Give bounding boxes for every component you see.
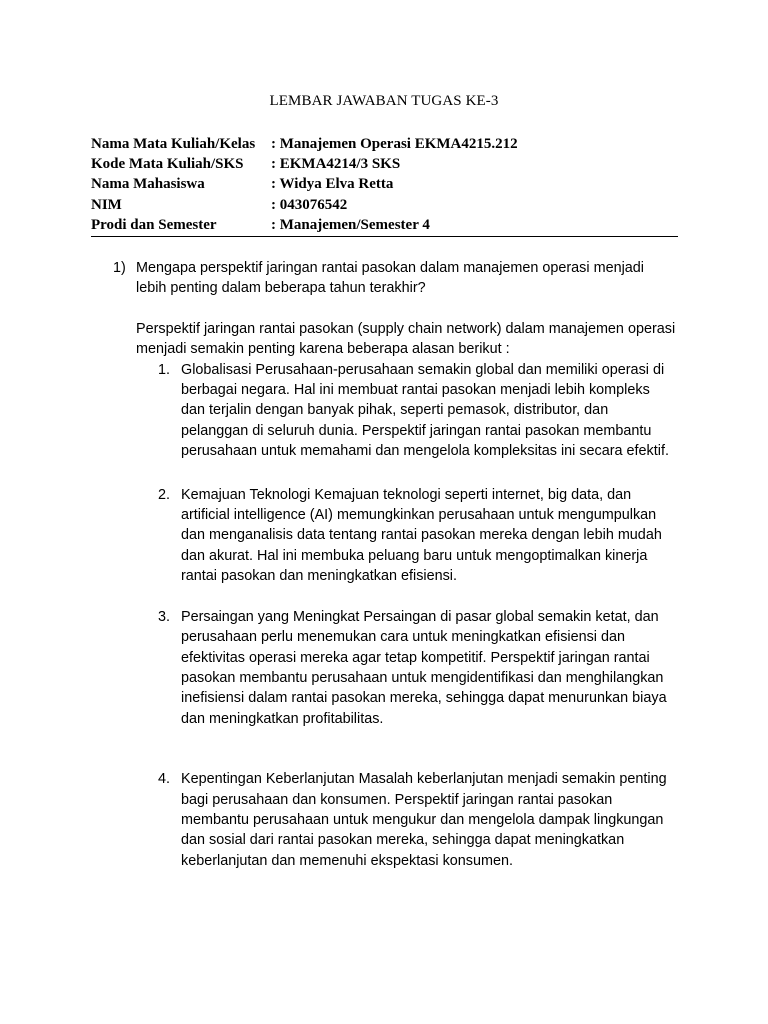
info-row-nim (91, 195, 678, 215)
question-number: 1) (113, 260, 126, 276)
answer-intro: Perspektif jaringan rantai pasokan (supply chain network) dalam manajemen operasi menjadi semakin penting karena beberapa alasan berikut : (136, 320, 676, 358)
answer-content (0, 258, 768, 871)
info-row-course-name (91, 134, 678, 154)
list-item-number: 3. (158, 608, 171, 625)
info-label: Nama Mata Kuliah/Kelas (91, 136, 256, 152)
list-item-number: 2. (158, 486, 171, 503)
student-info-table (91, 134, 678, 237)
document-title: LEMBAR JAWABAN TUGAS KE-3 (269, 93, 499, 109)
list-item (0, 360, 676, 462)
list-item-number: 4. (158, 771, 171, 788)
list-item-text: Kemajuan Teknologi Kemajuan teknologi seperti internet, big data, dan artificial intelligence (AI) memungkinkan perusahaan untuk mengumpulkan dan menganalisis data tentang rantai pasokan mereka dengan lebih mudah dan akurat. Hal ini membuka peluang baru untuk mengoptimalkan kinerja rantai pasokan dan meningkatkan efisiensi. (181, 486, 662, 585)
list-item (0, 485, 676, 587)
info-value: : 043076542 (271, 196, 348, 213)
list-item (0, 607, 676, 729)
info-row-course-code (91, 154, 678, 174)
question-text: Mengapa perspektif jaringan rantai pasokan dalam manajemen operasi menjadi lebih penting dalam beberapa tahun terakhir? (136, 260, 644, 297)
info-value: : EKMA4214/3 SKS (271, 156, 401, 173)
question-block (0, 258, 676, 299)
info-value: : Manajemen Operasi EKMA4215.212 (271, 136, 518, 152)
list-item-text: Kepentingan Keberlanjutan Masalah keberlanjutan menjadi semakin penting bagi perusahaan dan konsumen. Perspektif jaringan rantai pasokan membantu perusahaan untuk mengukur dan mengelola dampak lingkungan dan sosial dari rantai pasokan mereka, sehingga dapat meningkatkan keberlanjutan dan memenuhi ekspektasi konsumen. (181, 771, 667, 869)
info-label: Nama Mahasiswa (91, 176, 205, 193)
info-value: : Widya Elva Retta (271, 176, 394, 193)
reasons-list (0, 360, 768, 872)
info-row-program-semester (91, 215, 678, 235)
list-item-text: Persaingan yang Meningkat Persaingan di pasar global semakin ketat, dan perusahaan perlu menemukan cara untuk meningkatkan efisiensi dan efektivitas operasi mereka agar tetap kompetitif. Perspektif jaringan rantai pasokan membantu perusahaan untuk mengidentifikasi dan menghilangkan inefisiensi dalam rantai pasokan mereka, sehingga dapat menurunkan biaya dan meningkatkan profitabilitas. (181, 608, 667, 727)
list-item-number: 1. (158, 361, 171, 378)
list-item-text: Globalisasi Perusahaan-perusahaan semakin global dan memiliki operasi di berbagai negara. Hal ini membuat rantai pasokan menjadi lebih kompleks dan terjalin dengan banyak pihak, seperti pemasok, distributor, dan pelanggan di seluruh dunia. Perspektif jaringan rantai pasokan membantu perusahaan untuk memahami dan mengelola kompleksitas ini secara efektif. (181, 361, 669, 460)
info-label: NIM (91, 196, 122, 213)
list-item (0, 769, 676, 871)
info-row-student-name (91, 174, 678, 194)
info-label: Prodi dan Semester (91, 216, 217, 233)
info-label: Kode Mata Kuliah/SKS (91, 156, 244, 173)
info-value: : Manajemen/Semester 4 (271, 216, 430, 233)
